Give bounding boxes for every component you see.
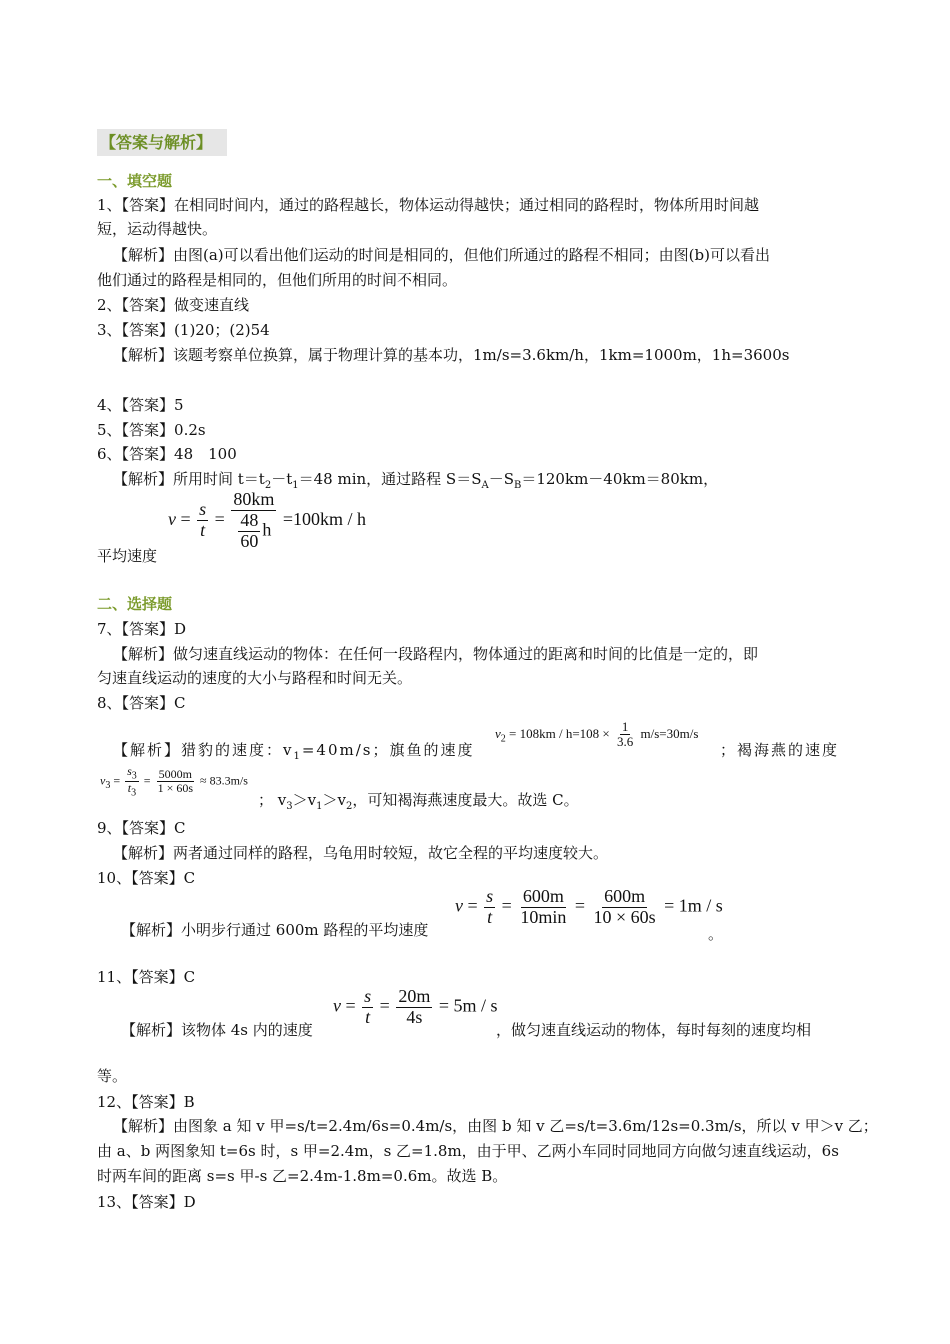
answer-8: 8、【答案】C xyxy=(97,694,186,712)
analysis-11: 【解析】该物体 4s 内的速度 xyxy=(121,1021,313,1039)
analysis-1-line1: 【解析】由图(a)可以看出他们运动的时间是相同的，但他们所通过的路程不相同；由图(b)可以看出 xyxy=(113,246,770,264)
analysis-12-line3: 时两车间的距离 s=s 甲-s 乙=2.4m-1.8m=0.6m。故选 B。 xyxy=(97,1167,508,1185)
answer-1-line1: 1、【答案】在相同时间内，通过的路程越长，物体运动得越快；通过相同的路程时，物体所用时间越 xyxy=(97,196,760,214)
answer-7: 7、【答案】D xyxy=(97,620,187,638)
answer-9: 9、【答案】C xyxy=(97,819,186,837)
analysis-11-end: 等。 xyxy=(97,1067,128,1085)
analysis-10-end: 。 xyxy=(708,925,724,943)
answer-5: 5、【答案】0.2s xyxy=(97,421,206,439)
analysis-8-conclusion: ； $v_3>v_1>v_2$，可知褐海燕速度最大。故选 C。 xyxy=(258,791,579,812)
formula-10: v = $\frac{s}{t}$ = $\frac{600m}{10\min}$ = $\frac{600m}{10 \times 60s}$ = 1m / s xyxy=(455,886,723,927)
formula-6: v = $\frac{s}{t}$ = 80km $\frac{48}{60}$ h =100km / h xyxy=(168,489,366,551)
answer-1-line2: 短，运动得越快。 xyxy=(97,220,218,238)
formula-8b: $v_3$ = $\frac{s_3}{t_3}$ = $\frac{5000m}{1 \times 60s}$ ≈ 83.3m/s xyxy=(100,764,248,799)
analysis-7-line1: 【解析】做匀速直线运动的物体：在任何一段路程内，物体通过的距离和时间的比值是一定的，即 xyxy=(113,645,759,663)
average-speed-label: 平均速度 xyxy=(97,547,158,565)
answer-13: 13、【答案】D xyxy=(97,1193,196,1211)
analysis-8-part1: 【解析】猎豹的速度：$v_1=40m/s$；旗鱼的速度 xyxy=(113,741,475,762)
formula-11: v = $\frac{s}{t}$ = $\frac{20m}{4s}$ = 5m / s xyxy=(333,986,498,1027)
answer-6: 6、【答案】48 100 xyxy=(97,445,237,463)
analysis-10: 【解析】小明步行通过 600m 路程的平均速度 xyxy=(121,921,429,939)
answer-2: 2、【答案】做变速直线 xyxy=(97,296,250,314)
analysis-11-cont: ，做匀速直线运动的物体，每时每刻的速度均相 xyxy=(496,1021,812,1039)
answer-12: 12、【答案】B xyxy=(97,1093,195,1111)
analysis-9: 【解析】两者通过同样的路程，乌龟用时较短，故它全程的平均速度较大。 xyxy=(113,844,609,862)
analysis-8-part2: ；褐海燕的速度 xyxy=(720,741,840,759)
answer-4: 4、【答案】5 xyxy=(97,396,184,414)
answer-10: 10、【答案】C xyxy=(97,869,196,887)
section-multiple-choice: 二、选择题 xyxy=(97,595,173,613)
section-fill-blank: 一、填空题 xyxy=(97,172,173,190)
answer-heading: 【答案与解析】 xyxy=(100,133,213,152)
analysis-7-line2: 匀速直线运动的速度的大小与路程和时间无关。 xyxy=(97,669,413,687)
analysis-1-line2: 他们通过的路程是相同的，但他们所用的时间不相同。 xyxy=(97,271,458,289)
analysis-3: 【解析】该题考察单位换算，属于物理计算的基本功，1m/s=3.6km/h，1km=1000m，1h=3600s xyxy=(113,346,790,364)
analysis-12-line1: 【解析】由图象 a 知 v 甲=s/t=2.4m/6s=0.4m/s，由图 b 知 v 乙=s/t=3.6m/12s=0.3m/s，所以 v 甲＞v 乙； xyxy=(113,1117,878,1135)
analysis-6: 【解析】所用时间 $t=t_2-t_1=48$ min，通过路程 $S=S_A-S_B=120km-40km=80km$， xyxy=(113,470,719,491)
answer-3: 3、【答案】(1)20；(2)54 xyxy=(97,321,270,339)
formula-8a: $v_2 = 108km / h=108$ × $\frac{1}{3.6}$ m/s=30m/s xyxy=(495,719,699,750)
answer-11: 11、【答案】C xyxy=(97,968,196,986)
analysis-12-line2: 由 a、b 两图象知 t=6s 时，s 甲=2.4m，s 乙=1.8m，由于甲、乙两小车同时同地同方向做匀速直线运动，6s xyxy=(97,1142,839,1160)
